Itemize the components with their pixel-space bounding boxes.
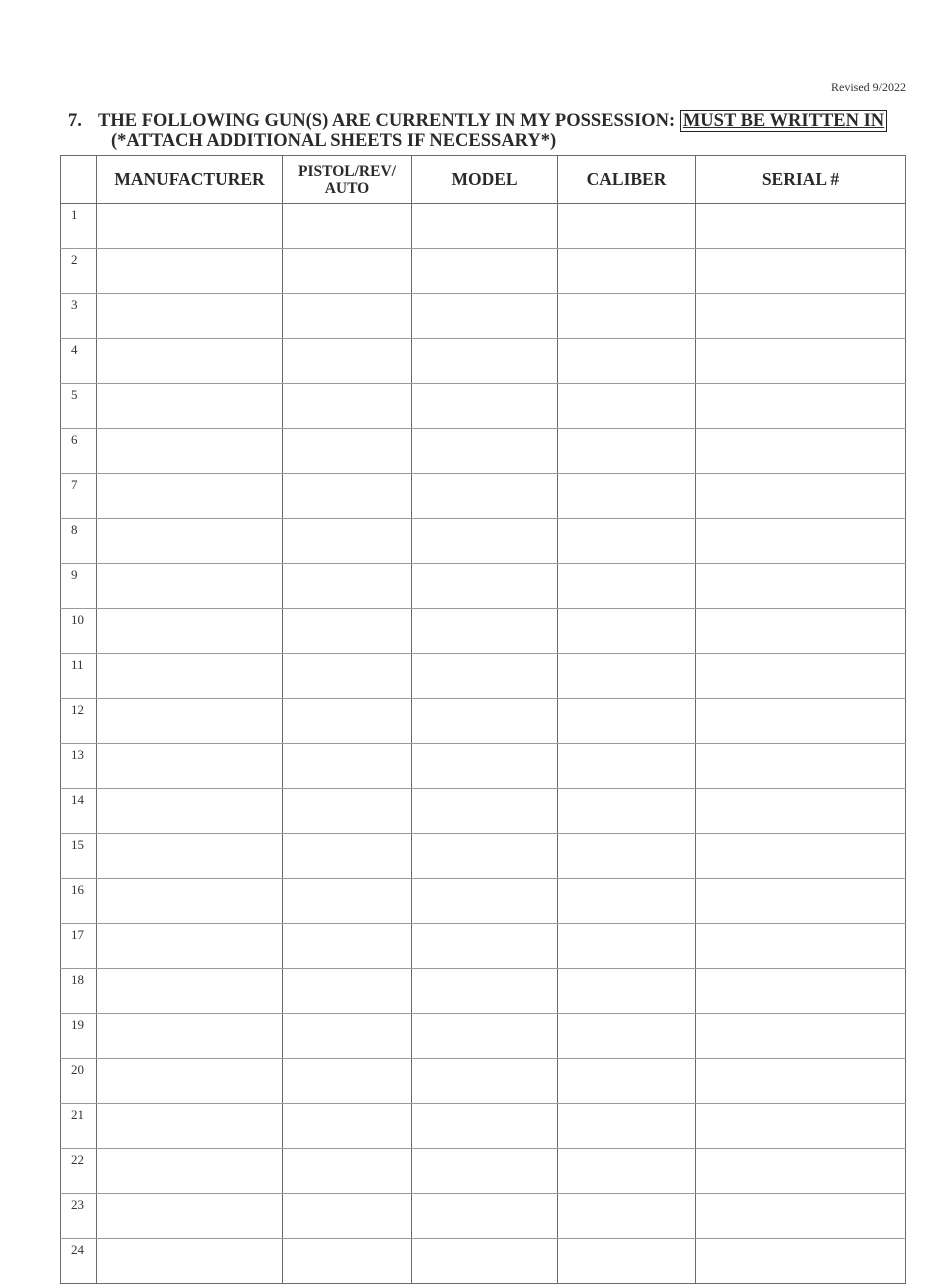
table-row [61,249,906,294]
caliber-cell[interactable] [558,969,696,1014]
model-cell[interactable] [412,564,558,609]
table-row [61,744,906,789]
manufacturer-cell[interactable] [97,1014,283,1059]
serial-cell[interactable] [696,1104,906,1149]
table-row [61,1059,906,1104]
caliber-cell[interactable] [558,1059,696,1104]
col-header-caliber: CALIBER [558,156,696,204]
model-cell[interactable] [412,834,558,879]
table-row [61,204,906,249]
manufacturer-cell[interactable] [97,699,283,744]
serial-cell[interactable] [696,744,906,789]
manufacturer-cell[interactable] [97,1239,283,1284]
section-number: 7. [68,111,82,131]
section-heading [68,110,887,152]
row-number: 22 [61,1149,97,1194]
caliber-cell[interactable] [558,879,696,924]
manufacturer-cell[interactable] [97,474,283,519]
serial-cell[interactable] [696,1149,906,1194]
manufacturer-cell[interactable] [97,1194,283,1239]
manufacturer-cell[interactable] [97,744,283,789]
table-row [61,1104,906,1149]
row-number: 2 [61,249,97,294]
table-row [61,1014,906,1059]
serial-cell[interactable] [696,204,906,249]
manufacturer-cell[interactable] [97,969,283,1014]
table-row [61,654,906,699]
model-cell[interactable] [412,1014,558,1059]
type-cell[interactable] [283,1104,412,1149]
row-number: 15 [61,834,97,879]
row-number: 11 [61,654,97,699]
manufacturer-cell[interactable] [97,879,283,924]
row-number: 6 [61,429,97,474]
model-cell[interactable] [412,699,558,744]
manufacturer-cell[interactable] [97,519,283,564]
serial-cell[interactable] [696,339,906,384]
table-row [61,1194,906,1239]
caliber-cell[interactable] [558,1104,696,1149]
type-cell[interactable] [283,969,412,1014]
model-cell[interactable] [412,1104,558,1149]
row-number: 16 [61,879,97,924]
revision-date: Revised 9/2022 [831,80,906,94]
caliber-cell[interactable] [558,699,696,744]
type-cell[interactable] [283,789,412,834]
table-row [61,519,906,564]
col-header-type-line2: AUTO [324,179,370,197]
table-row [61,294,906,339]
type-cell[interactable] [283,609,412,654]
model-cell[interactable] [412,429,558,474]
table-row [61,879,906,924]
row-number: 9 [61,564,97,609]
manufacturer-cell[interactable] [97,1149,283,1194]
must-be-written-in-note: MUST BE WRITTEN IN [680,110,887,132]
caliber-cell[interactable] [558,744,696,789]
table-row [61,609,906,654]
table-header-row [61,156,906,204]
col-header-model: MODEL [412,156,558,204]
row-number: 19 [61,1014,97,1059]
manufacturer-cell[interactable] [97,249,283,294]
caliber-cell[interactable] [558,429,696,474]
serial-cell[interactable] [696,249,906,294]
type-cell[interactable] [283,879,412,924]
type-cell[interactable] [283,654,412,699]
type-cell[interactable] [283,924,412,969]
serial-cell[interactable] [696,699,906,744]
manufacturer-cell[interactable] [97,834,283,879]
type-cell[interactable] [283,744,412,789]
caliber-cell[interactable] [558,834,696,879]
serial-cell[interactable] [696,429,906,474]
caliber-cell[interactable] [558,249,696,294]
caliber-cell[interactable] [558,1194,696,1239]
col-header-serial: SERIAL # [696,156,906,204]
serial-cell[interactable] [696,519,906,564]
type-cell[interactable] [283,1239,412,1284]
type-cell[interactable] [283,834,412,879]
manufacturer-cell[interactable] [97,924,283,969]
table-row [61,969,906,1014]
gun-possession-table [60,155,906,1284]
table-row [61,474,906,519]
type-cell[interactable] [283,204,412,249]
row-number: 4 [61,339,97,384]
caliber-cell[interactable] [558,519,696,564]
model-cell[interactable] [412,609,558,654]
table-row [61,834,906,879]
model-cell[interactable] [412,789,558,834]
type-cell[interactable] [283,429,412,474]
row-number: 17 [61,924,97,969]
serial-cell[interactable] [696,879,906,924]
model-cell[interactable] [412,249,558,294]
manufacturer-cell[interactable] [97,1104,283,1149]
caliber-cell[interactable] [558,1014,696,1059]
caliber-cell[interactable] [558,204,696,249]
row-number: 5 [61,384,97,429]
model-cell[interactable] [412,744,558,789]
model-cell[interactable] [412,1194,558,1239]
caliber-cell[interactable] [558,1239,696,1284]
model-cell[interactable] [412,1239,558,1284]
row-number: 10 [61,609,97,654]
model-cell[interactable] [412,384,558,429]
type-cell[interactable] [283,699,412,744]
manufacturer-cell[interactable] [97,609,283,654]
model-cell[interactable] [412,339,558,384]
manufacturer-cell[interactable] [97,429,283,474]
type-cell[interactable] [283,474,412,519]
caliber-cell[interactable] [558,294,696,339]
model-cell[interactable] [412,519,558,564]
serial-cell[interactable] [696,969,906,1014]
table-row [61,564,906,609]
serial-cell[interactable] [696,654,906,699]
model-cell[interactable] [412,1149,558,1194]
caliber-cell[interactable] [558,474,696,519]
model-cell[interactable] [412,969,558,1014]
serial-cell[interactable] [696,1014,906,1059]
type-cell[interactable] [283,519,412,564]
serial-cell[interactable] [696,294,906,339]
row-number: 7 [61,474,97,519]
model-cell[interactable] [412,924,558,969]
row-number: 8 [61,519,97,564]
type-cell[interactable] [283,339,412,384]
serial-cell[interactable] [696,564,906,609]
caliber-cell[interactable] [558,564,696,609]
row-number: 21 [61,1104,97,1149]
row-number: 24 [61,1239,97,1284]
manufacturer-cell[interactable] [97,204,283,249]
table-row [61,429,906,474]
manufacturer-cell[interactable] [97,654,283,699]
caliber-cell[interactable] [558,609,696,654]
caliber-cell[interactable] [558,1149,696,1194]
col-header-manufacturer: MANUFACTURER [97,156,283,204]
manufacturer-cell[interactable] [97,294,283,339]
section-subtitle: (*ATTACH ADDITIONAL SHEETS IF NECESSARY*) [111,131,557,151]
type-cell[interactable] [283,1059,412,1104]
model-cell[interactable] [412,654,558,699]
col-header-number [61,156,97,204]
type-cell[interactable] [283,1149,412,1194]
row-number: 20 [61,1059,97,1104]
manufacturer-cell[interactable] [97,564,283,609]
table-row [61,1239,906,1284]
row-number: 14 [61,789,97,834]
caliber-cell[interactable] [558,384,696,429]
model-cell[interactable] [412,879,558,924]
col-header-type [283,156,412,204]
table-row [61,1149,906,1194]
row-number: 18 [61,969,97,1014]
model-cell[interactable] [412,204,558,249]
serial-cell[interactable] [696,1194,906,1239]
manufacturer-cell[interactable] [97,1059,283,1104]
row-number: 3 [61,294,97,339]
serial-cell[interactable] [696,789,906,834]
serial-cell[interactable] [696,1059,906,1104]
type-cell[interactable] [283,384,412,429]
section-title: THE FOLLOWING GUN(S) ARE CURRENTLY IN MY POSSESSION: [98,111,676,131]
caliber-cell[interactable] [558,789,696,834]
manufacturer-cell[interactable] [97,339,283,384]
serial-cell[interactable] [696,924,906,969]
model-cell[interactable] [412,474,558,519]
type-cell[interactable] [283,564,412,609]
manufacturer-cell[interactable] [97,789,283,834]
type-cell[interactable] [283,1194,412,1239]
model-cell[interactable] [412,294,558,339]
type-cell[interactable] [283,1014,412,1059]
table-row [61,339,906,384]
caliber-cell[interactable] [558,339,696,384]
table-row [61,924,906,969]
serial-cell[interactable] [696,609,906,654]
model-cell[interactable] [412,1059,558,1104]
caliber-cell[interactable] [558,924,696,969]
row-number: 23 [61,1194,97,1239]
serial-cell[interactable] [696,474,906,519]
type-cell[interactable] [283,294,412,339]
manufacturer-cell[interactable] [97,384,283,429]
serial-cell[interactable] [696,834,906,879]
serial-cell[interactable] [696,1239,906,1284]
type-cell[interactable] [283,249,412,294]
row-number: 12 [61,699,97,744]
caliber-cell[interactable] [558,654,696,699]
row-number: 13 [61,744,97,789]
serial-cell[interactable] [696,384,906,429]
col-header-type-line1: PISTOL/REV/ [298,162,396,180]
table-row [61,789,906,834]
table-row [61,384,906,429]
row-number: 1 [61,204,97,249]
table-row [61,699,906,744]
